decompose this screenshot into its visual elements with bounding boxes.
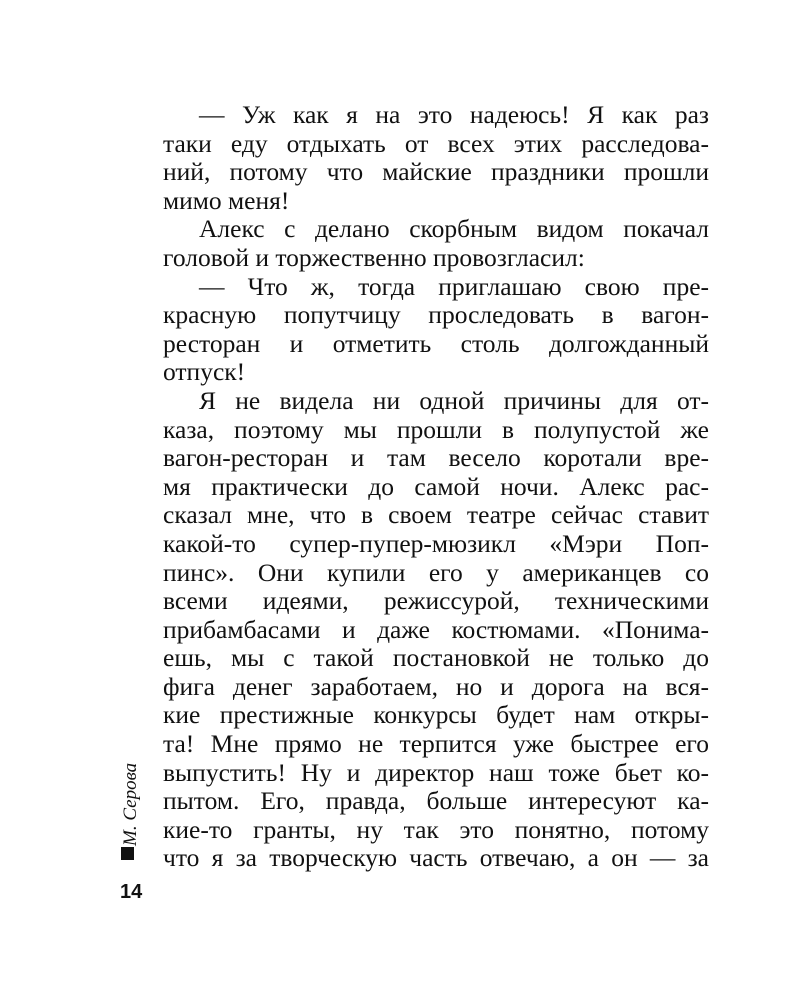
- text-line: каза, поэтому мы прошли в полупустой же: [163, 414, 709, 444]
- author-name: М. Серова: [120, 762, 141, 846]
- text-line: всеми идеями, режиссурой, техническими: [163, 586, 709, 616]
- text-line: таки еду отдыхать от всех этих расследова-: [163, 128, 709, 158]
- text-line: сказал мне, что в своем театре сейчас ставит: [163, 500, 709, 530]
- page-number: 14: [120, 881, 143, 903]
- text-line: фига денег заработаем, но и дорога на вся-: [163, 671, 709, 701]
- text-line: что я за творческую часть отвечаю, а он — за: [163, 843, 709, 873]
- text-line: — Что ж, тогда приглашаю свою пре-: [199, 271, 709, 301]
- text-line: красную попутчицу проследовать в вагон-: [163, 300, 709, 330]
- text-line: ний, потому что майские праздники прошли: [163, 157, 709, 187]
- text-line: отпуск!: [163, 357, 246, 387]
- text-line: мя практически до самой ночи. Алекс рас-: [163, 471, 709, 501]
- text-line: ешь, мы с такой постановкой не только до: [163, 643, 709, 673]
- text-line: пытом. Его, правда, больше интересуют ка-: [163, 786, 709, 816]
- text-line: кие-то гранты, ну так это понятно, потому: [163, 814, 709, 844]
- square-marker-icon: [121, 847, 134, 860]
- text-line: какой-то супер-пупер-мюзикл «Мэри Поп-: [163, 528, 709, 558]
- text-line: мимо меня!: [163, 185, 290, 215]
- text-line: ресторан и отметить столь долгожданный: [163, 328, 709, 358]
- text-line: выпустить! Ну и директор наш тоже бьет ко-: [163, 757, 709, 787]
- text-line: та! Мне прямо не терпится уже быстрее его: [163, 729, 709, 759]
- body-text: [163, 101, 709, 873]
- text-line: головой и торжественно провозгласил:: [163, 242, 585, 272]
- text-line: пинс». Они купили его у американцев со: [163, 557, 709, 587]
- text-line: Я не видела ни одной причины для от-: [199, 385, 709, 415]
- text-line: кие престижные конкурсы будет нам откры-: [163, 700, 709, 730]
- text-line: Алекс с делано скорбным видом покачал: [199, 214, 709, 244]
- text-line: прибамбасами и даже костюмами. «Понима-: [163, 614, 709, 644]
- text-line: — Уж как я на это надеюсь! Я как раз: [199, 100, 709, 129]
- text-line: вагон-ресторан и там весело коротали вре-: [163, 443, 709, 473]
